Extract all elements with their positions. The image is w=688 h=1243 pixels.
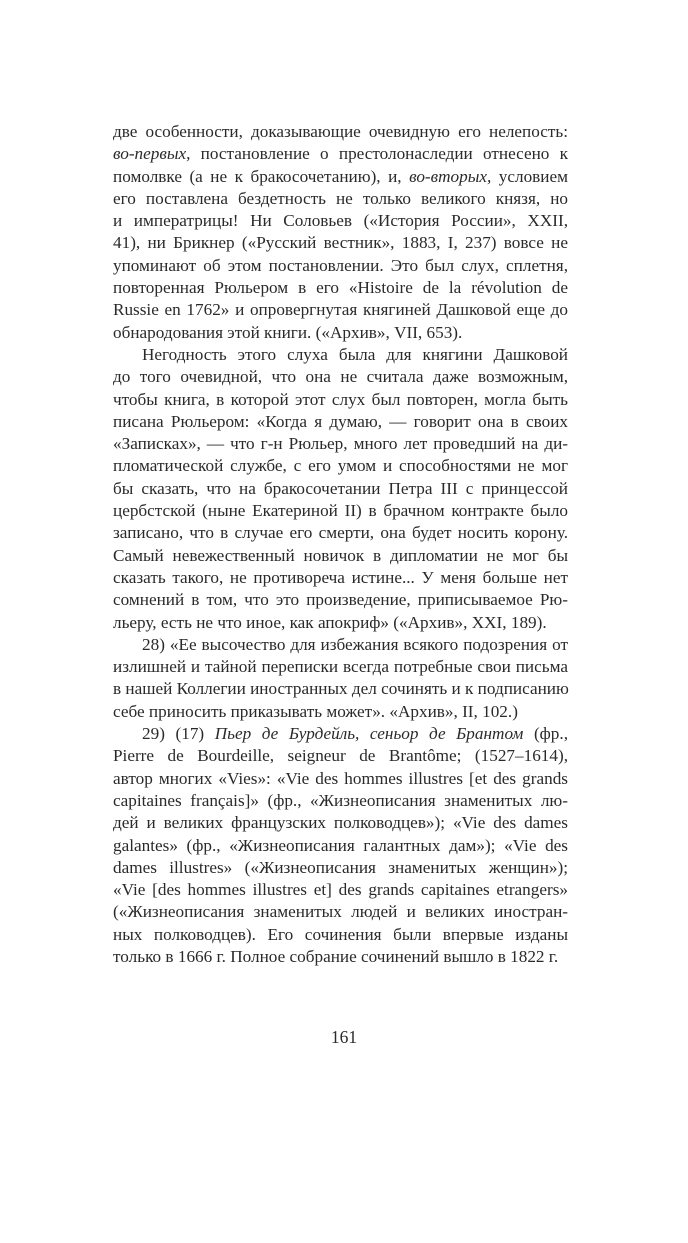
text-line <box>113 835 568 857</box>
text-line <box>113 901 568 923</box>
text-line <box>113 366 568 388</box>
text-run: излишней и тайной переписки всегда потребные свои письма <box>113 657 568 677</box>
italic-text: во-первых, <box>113 144 191 164</box>
text-line <box>113 299 568 321</box>
text-run: dames illustres» («Жизнеописания знаменитых женщин»); <box>113 857 568 877</box>
text-line <box>113 389 568 411</box>
text-line <box>113 455 568 477</box>
text-line <box>113 589 568 611</box>
text-run: Самый невежественный новичок в дипломатии не мог бы <box>113 545 568 565</box>
text-run: и императрицы! Ни Соловьев («История России», XXII, <box>113 211 568 231</box>
text-line <box>113 433 568 455</box>
text-run: до того очевидной, что она не считала даже возможным, <box>113 367 568 387</box>
text-line <box>113 411 568 433</box>
text-line <box>113 478 568 500</box>
text-line <box>113 634 568 656</box>
text-line <box>113 924 568 946</box>
text-line <box>113 344 568 366</box>
text-line <box>113 567 568 589</box>
paragraph <box>113 634 568 723</box>
text-line <box>113 121 568 143</box>
text-line <box>113 232 568 254</box>
text-run: galantes» (фр., «Жизнеописания галантных дам»); «Vie des <box>113 835 568 855</box>
text-line <box>113 656 568 678</box>
text-line <box>113 255 568 277</box>
text-run: повторенная Рюльером в его «Histoire de la révolution de <box>113 278 568 298</box>
text-line <box>113 678 568 700</box>
text-run: Russie en 1762» и опровергнутая княгиней Дашковой еще до <box>113 300 568 320</box>
text-run: «Vie [des hommes illustres et] des grands capitaines etrangers» <box>113 880 568 900</box>
text-run: постановление о престолонаследии отнесено к <box>190 144 568 164</box>
text-run: «Записках», — что г-н Рюльер, много лет проведший на ди- <box>113 434 568 454</box>
text-run: пломатической службе, с его умом и способностями не мог <box>113 456 568 476</box>
text-line <box>113 522 568 544</box>
text-line <box>113 277 568 299</box>
text-run: цербстской (ныне Екатериной II) в брачном контракте было <box>113 501 568 521</box>
text-line <box>113 812 568 834</box>
text-run: себе приносить приказывать может». «Архив», II, 102.) <box>113 701 518 721</box>
text-run: Негодность этого слуха была для княгини Дашковой <box>142 344 568 364</box>
text-line <box>113 879 568 901</box>
italic-text: Пьер де Бурдейль, сеньор де Брантом <box>214 724 524 744</box>
text-line <box>113 768 568 790</box>
text-run: capitaines français]» (фр., «Жизнеописания знаменитых лю- <box>113 790 568 810</box>
text-line <box>113 745 568 767</box>
text-line <box>113 545 568 567</box>
text-line <box>113 612 568 634</box>
paragraph <box>113 723 568 968</box>
text-run: 28) «Ее высочество для избежания всякого подозрения от <box>142 634 568 654</box>
paragraph <box>113 121 568 344</box>
text-run: писана Рюльером: «Когда я думаю, — говорит она в своих <box>113 411 568 431</box>
text-run: обнародования этой книги. («Архив», VII, 653). <box>113 322 463 342</box>
text-run: сомнений в том, что это произведение, приписываемое Рю- <box>113 590 568 610</box>
text-run: автор многих «Vies»: «Vie des hommes illustres [et des grands <box>113 768 568 788</box>
text-run: 29) (17) <box>142 724 215 744</box>
text-line <box>113 166 568 188</box>
text-line <box>113 188 568 210</box>
text-line <box>113 790 568 812</box>
text-run: помолвке (а не к бракосочетанию), и, <box>113 166 410 186</box>
text-line <box>113 143 568 165</box>
text-run: Pierre de Bourdeille, seigneur de Brantôme; (1527–1614), <box>113 746 568 766</box>
text-run: его поставлена бездетность не только великого князя, но <box>113 188 568 208</box>
text-line <box>113 701 568 723</box>
text-run: дей и великих французских полководцев»); «Vie des dames <box>113 813 568 833</box>
text-line <box>113 500 568 522</box>
paragraph <box>113 344 568 634</box>
text-run: чтобы книга, в которой этот слух был повторен, могла быть <box>113 389 568 409</box>
text-run: только в 1666 г. Полное собрание сочинений вышло в 1822 г. <box>113 946 559 966</box>
text-run: ных полководцев). Его сочинения были впервые изданы <box>113 924 568 944</box>
body-text <box>113 121 568 968</box>
text-run: две особенности, доказывающие очевидную его нелепость: <box>113 122 568 141</box>
text-run: 41), ни Брикнер («Русский вестник», 1883, I, 237) вовсе не <box>113 233 568 253</box>
text-run: в нашей Коллегии иностранных дел сочинять и к подписанию <box>113 679 569 699</box>
text-run: записано, что в случае его смерти, она будет носить корону. <box>113 523 568 543</box>
text-run: («Жизнеописания знаменитых людей и великих иностран- <box>113 902 568 922</box>
text-line <box>113 857 568 879</box>
text-run: сказать такого, не противореча истине... У меня больше нет <box>113 567 568 587</box>
text-line <box>113 322 568 344</box>
text-line <box>113 210 568 232</box>
italic-text: во-вторых, <box>409 166 492 186</box>
text-run: условием <box>491 166 568 186</box>
text-run: (фр., <box>523 724 568 744</box>
page-number: 161 <box>330 1027 358 1047</box>
text-line <box>113 723 568 745</box>
text-line <box>113 946 568 968</box>
text-run: упоминают об этом постановлении. Это был слух, сплетня, <box>113 255 568 275</box>
text-run: льеру, есть не что иное, как апокриф» («Архив», XXI, 189). <box>113 612 547 632</box>
text-run: бы сказать, что на бракосочетании Петра III с принцессой <box>113 478 568 498</box>
